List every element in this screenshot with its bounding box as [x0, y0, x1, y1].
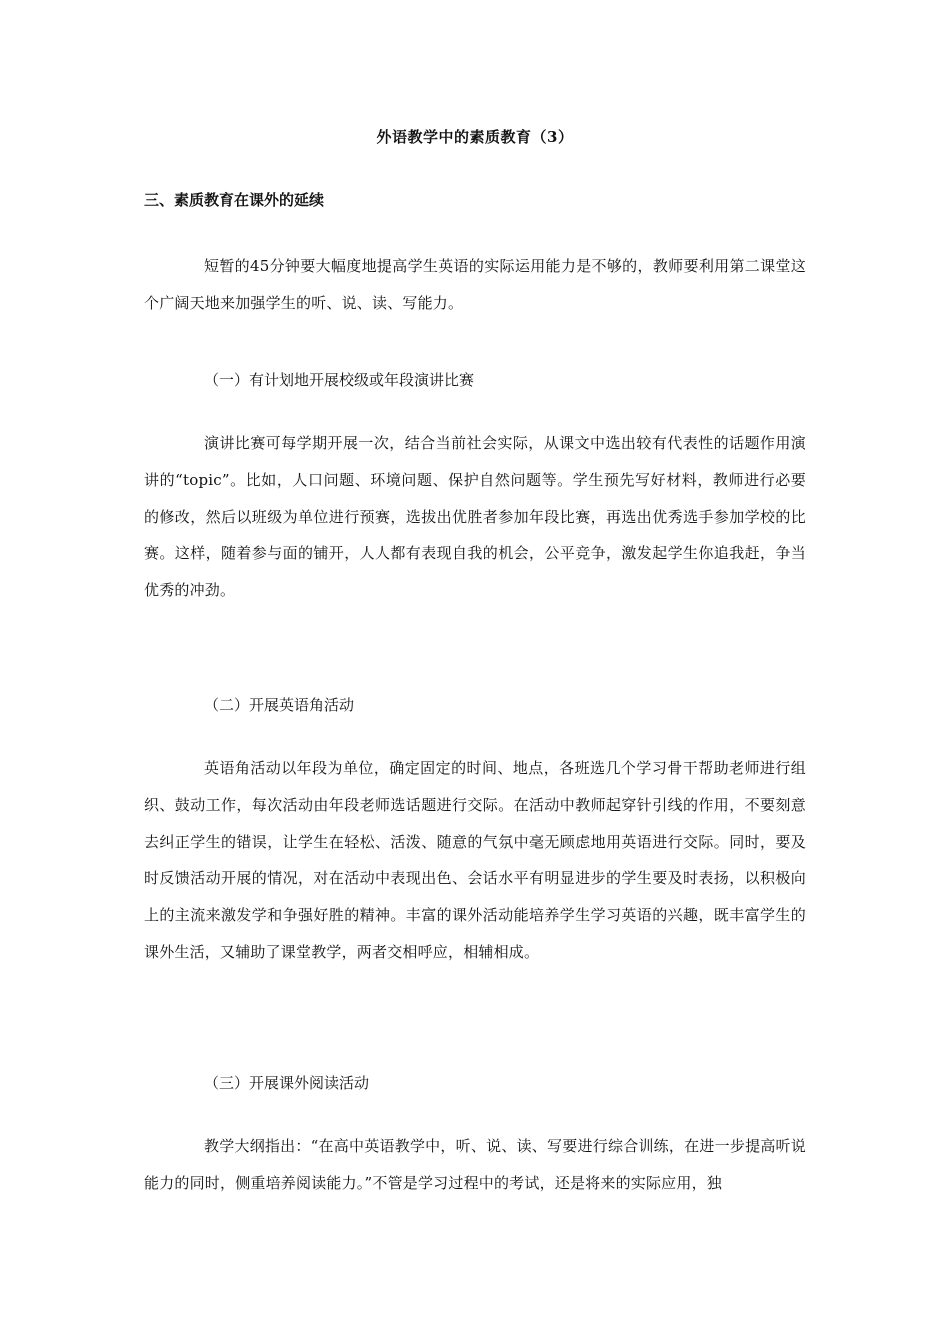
subsection-body-2: 英语角活动以年段为单位，确定固定的时间、地点，各班选几个学习骨干帮助老师进行组织、鼓动工作，每次活动由年段老师选话题进行交际。在活动中教师起穿针引线的作用，不要刻意去纠正学生的错误，让学生在轻松、活泼、随意的气氛中毫无顾虑地用英语进行交际。同时，要及时反馈活动开展的情况，对在活动中表现出色、会话水平有明显进步的学生要及时表扬，以积极向上的主流来激发学和争强好胜的精神。丰富的课外活动能培养学生学习英语的兴趣，既丰富学生的课外生活，又辅助了课堂教学，两者交相呼应，相辅相成。 [144, 759, 806, 961]
document-page [144, 0, 806, 1344]
subsection-heading-3: （三）开展课外阅读活动 [204, 1074, 370, 1092]
subsection-body-1: 演讲比赛可每学期开展一次，结合当前社会实际，从课文中选出较有代表性的话题作用演讲的“topic”。比如，人口问题、环境问题、保护自然问题等。学生预先写好材料，教师进行必要的修改，然后以班级为单位进行预赛，选拔出优胜者参加年段比赛，再选出优秀选手参加学校的比赛。这样，随着参与面的铺开，人人都有表现自我的机会，公平竞争，激发起学生你追我赶，争当优秀的冲劲。 [144, 434, 806, 600]
subsection-heading-2: （二）开展英语角活动 [204, 696, 355, 714]
document-title: 外语教学中的素质教育（3） [376, 128, 574, 146]
subsection-heading-1: （一）有计划地开展校级或年段演讲比赛 [204, 371, 475, 389]
subsection-body-3: 教学大纲指出：“在高中英语教学中，听、说、读、写要进行综合训练，在进一步提高听说能力的同时，侧重培养阅读能力。”不管是学习过程中的考试，还是将来的实际应用，独 [144, 1137, 806, 1192]
intro-paragraph: 短暂的45分钟要大幅度地提高学生英语的实际运用能力是不够的，教师要利用第二课堂这个广阔天地来加强学生的听、说、读、写能力。 [144, 257, 806, 312]
section-heading: 三、素质教育在课外的延续 [144, 191, 325, 209]
